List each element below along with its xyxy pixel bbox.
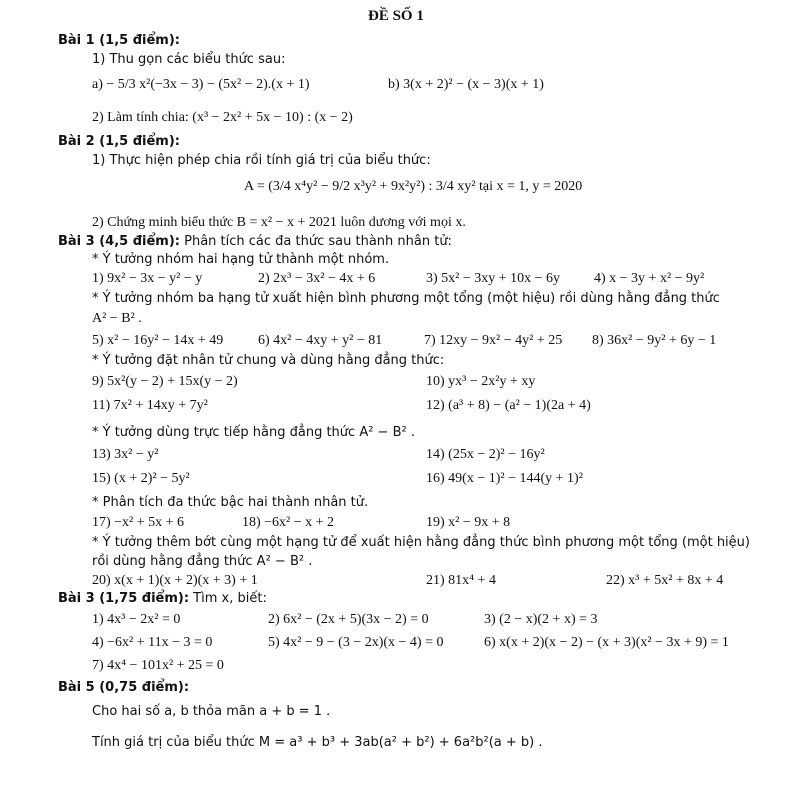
bai5-condition: Cho hai số a, b thỏa mãn a + b = 1 .	[92, 704, 331, 719]
bai5-question: Tính giá trị của biểu thức M = a³ + b³ + 3ab(a² + b²) + 6a²b²(a + b) .	[92, 735, 543, 750]
equation-1: 1) 4x³ − 2x² = 0	[92, 612, 181, 627]
problem-20: 20) x(x + 1)(x + 2)(x + 3) + 1	[92, 573, 258, 588]
bai5-heading: Bài 5 (0,75 điểm):	[58, 680, 190, 695]
problem-18: 18) −6x² − x + 2	[242, 515, 335, 530]
bai2-heading: Bài 2 (1,5 điểm):	[58, 134, 180, 149]
bai1-expr-a: a) − 5/3 x²(−3x − 3) − (5x² − 2).(x + 1)	[92, 77, 310, 92]
equation-5: 5) 4x² − 9 − (3 − 2x)(x − 4) = 0	[268, 635, 444, 650]
problem-13: 13) 3x² − y²	[92, 447, 159, 462]
bai3-idea-3: * Ý tưởng đặt nhân tử chung và dùng hằng đẳng thức:	[92, 353, 445, 368]
bai3-idea-2: * Ý tưởng nhóm ba hạng tử xuất hiện bình phương một tổng (một hiệu) rồi dùng hằng đẳng thức	[92, 291, 720, 306]
problem-17: 17) −x² + 5x + 6	[92, 515, 185, 530]
problem-22: 22) x³ + 5x² + 8x + 4	[606, 573, 724, 588]
bai3-idea-4: * Ý tưởng dùng trực tiếp hằng đẳng thức A² − B² .	[92, 425, 415, 440]
problem-8: 8) 36x² − 9y² + 6y − 1	[592, 333, 717, 348]
problem-14: 14) (25x − 2)² − 16y²	[426, 447, 545, 462]
problem-2: 2) 2x³ − 3x² − 4x + 6	[258, 271, 376, 286]
bai3-idea-2-identity: A² − B² .	[92, 311, 142, 326]
bai3-idea-6-cont: rồi dùng hằng đẳng thức A² − B² .	[92, 554, 313, 569]
bai3-heading-line	[58, 234, 452, 250]
problem-1: 1) 9x² − 3x − y² − y	[92, 271, 203, 286]
problem-16: 16) 49(x − 1)² − 144(y + 1)²	[426, 471, 583, 486]
problem-9: 9) 5x²(y − 2) + 15x(y − 2)	[92, 374, 238, 389]
bai3-instruction: Phân tích các đa thức sau thành nhân tử:	[180, 234, 452, 249]
problem-3: 3) 5x² − 3xy + 10x − 6y	[426, 271, 561, 286]
equation-4: 4) −6x² + 11x − 3 = 0	[92, 635, 213, 650]
problem-19: 19) x² − 9x + 8	[426, 515, 511, 530]
bai3-idea-6: * Ý tưởng thêm bớt cùng một hạng tử để xuất hiện hằng đẳng thức bình phương một tổng (một hiệu)	[92, 535, 750, 550]
problem-4: 4) x − 3y + x² − 9y²	[594, 271, 705, 286]
equation-7: 7) 4x⁴ − 101x² + 25 = 0	[92, 658, 224, 673]
problem-15: 15) (x + 2)² − 5y²	[92, 471, 190, 486]
equation-3: 3) (2 − x)(2 + x) = 3	[484, 612, 598, 627]
bai4-instruction: Tìm x, biết:	[189, 591, 267, 606]
bai2-part2: 2) Chứng minh biểu thức B = x² − x + 2021 luôn dương với mọi x.	[92, 215, 466, 230]
problem-5: 5) x² − 16y² − 14x + 49	[92, 333, 224, 348]
problem-7: 7) 12xy − 9x² − 4y² + 25	[424, 333, 563, 348]
bai1-expr-b: b) 3(x + 2)² − (x − 3)(x + 1)	[388, 77, 544, 92]
page-title: ĐỀ SỐ 1	[368, 8, 424, 24]
bai2-expression: A = (3/4 x⁴y² − 9/2 x³y² + 9x²y²) : 3/4 xy² tại x = 1, y = 2020	[244, 179, 583, 194]
bai3-heading: Bài 3 (4,5 điểm):	[58, 234, 180, 249]
problem-12: 12) (a³ + 8) − (a² − 1)(2a + 4)	[426, 398, 591, 413]
equation-2: 2) 6x² − (2x + 5)(3x − 2) = 0	[268, 612, 429, 627]
problem-21: 21) 81x⁴ + 4	[426, 573, 496, 588]
bai4-heading-line	[58, 591, 267, 607]
bai3-idea-5: * Phân tích đa thức bậc hai thành nhân tử.	[92, 495, 369, 510]
bai3-idea-1: * Ý tưởng nhóm hai hạng tử thành một nhóm.	[92, 252, 390, 267]
equation-6: 6) x(x + 2)(x − 2) − (x + 3)(x² − 3x + 9) = 1	[484, 635, 729, 650]
bai1-part2: 2) Làm tính chia: (x³ − 2x² + 5x − 10) : (x − 2)	[92, 110, 353, 125]
problem-6: 6) 4x² − 4xy + y² − 81	[258, 333, 383, 348]
bai1-part1-instruction: 1) Thu gọn các biểu thức sau:	[92, 52, 286, 67]
problem-10: 10) yx³ − 2x²y + xy	[426, 374, 536, 389]
bai1-heading: Bài 1 (1,5 điểm):	[58, 33, 180, 48]
bai2-part1-instruction: 1) Thực hiện phép chia rồi tính giá trị của biểu thức:	[92, 153, 431, 168]
problem-11: 11) 7x² + 14xy + 7y²	[92, 398, 208, 413]
bai4-heading: Bài 3 (1,75 điểm):	[58, 591, 190, 606]
